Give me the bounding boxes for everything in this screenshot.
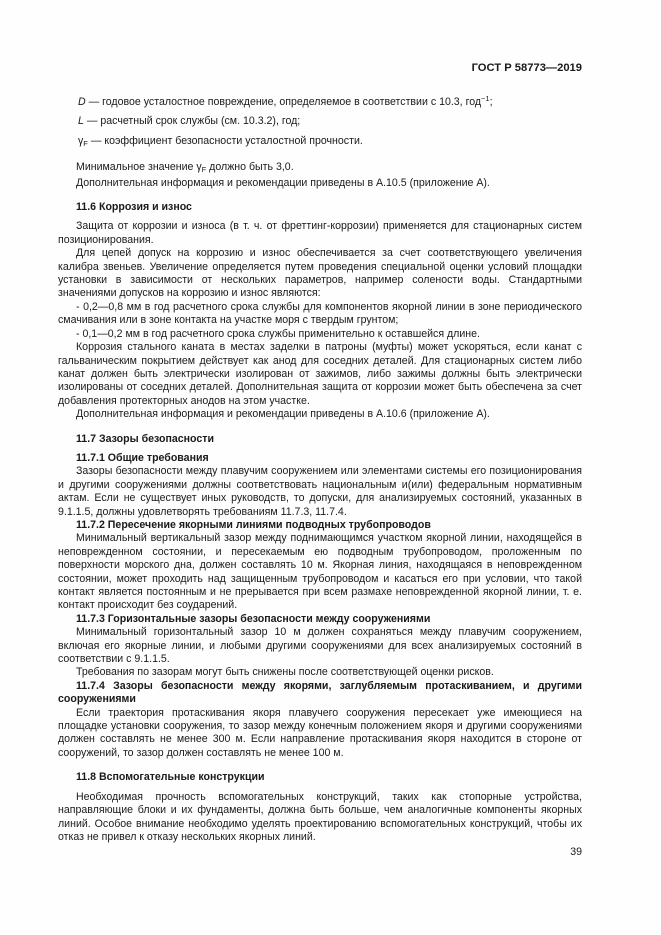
section-11-7-4-title: 11.7.4 Зазоры безопасности между якорями, заглубляемым протаскиванием, и другими сооружениями bbox=[58, 679, 582, 706]
definition-gamma: $\gamma_F$ — коэффициент безопасности усталостной прочности. bbox=[78, 134, 363, 148]
section-11-7-4-text: Если траектория протаскивания якоря плавучего сооружения пересекает уже имеющиеся на площадке установки сооружения, то зазор между конечным положением якоря и другими сооружениями должен составлять не менее 300 м. Если направление протаскивания якоря находится в стороне от сооружений, то зазор должен составлять не менее 100 м. bbox=[58, 706, 582, 759]
list-item: - 0,1—0,2 мм в год расчетного срока службы применительно к оставшейся длине. bbox=[76, 327, 480, 340]
section-11-7-3-note: Требования по зазорам могут быть снижены после соответствующей оценки рисков. bbox=[76, 666, 494, 679]
section-11-6-p1: Защита от коррозии и износа (в т. ч. от фреттинг-коррозии) применяется для стационарных систем позиционирования. bbox=[58, 220, 582, 246]
section-11-7-3-title: 11.7.3 Горизонтальные зазоры безопасности между сооружениями bbox=[76, 612, 431, 625]
section-11-6-title: 11.6 Коррозия и износ bbox=[76, 201, 192, 214]
section-11-6-p2: Для цепей допуск на коррозию и износ обеспечивается за счет соответствующего увеличения калибра звеньев. Увеличение определяется путем проведения специальной оценки условий площадки установки в зависимости от нескольких параметров, например солености воды. Стандартными значениями допусков на коррозию и износ являются: bbox=[58, 247, 582, 300]
page-content bbox=[58, 92, 582, 844]
section-11-6-p3: Коррозия стального каната в местах заделки в патроны (муфты) может ускоряться, если канат с гальваническим покрытием действует как анод для соседних деталей. Для стационарных систем либо канат должен быть электрически изолирован от зажимов, либо зажимы должны быть электрически изолированы от соседних деталей. Дополнительная защита от коррозии может быть обеспечена за счет добавления протекторных анодов на этом участке. bbox=[58, 341, 582, 407]
symbol-l: L bbox=[78, 115, 84, 128]
min-value-text: Минимальное значение $\gamma_F$ должно быть 3,0. bbox=[76, 161, 294, 175]
page-number: 39 bbox=[570, 846, 582, 858]
section-11-7-title: 11.7 Зазоры безопасности bbox=[76, 432, 214, 445]
section-11-7-2-text: Минимальный вертикальный зазор между поднимающимся участком якорной линии, находящейся в неповрежденном состоянии, и пересекаемым ею подводным трубопроводом, проложенным по поверхности морского дна, должен составлять 10 м. Якорная линия, находящаяся в неповрежденном состоянии, может проходить над защищенным трубопроводом и касаться его при условии, что такой контакт является постоянным и не прерывается при всем размахе неповрежденной якорной линии, т. е. контакт происходит без соударений. bbox=[58, 532, 582, 612]
document-header-id: ГОСТ Р 58773—2019 bbox=[471, 62, 582, 74]
section-11-7-1-title: 11.7.1 Общие требования bbox=[76, 451, 209, 464]
info-a105: Дополнительная информация и рекомендации приведены в А.10.5 (приложение А). bbox=[76, 176, 490, 189]
section-11-6-p4: Дополнительная информация и рекомендации приведены в А.10.6 (приложение А). bbox=[76, 408, 490, 421]
definition-d: D — годовое усталостное повреждение, определяемое в соответствии с 10.3, год$^{-1}$; bbox=[78, 94, 493, 108]
section-11-7-1-text: Зазоры безопасности между плавучим сооружением или элементами системы его позиционирования и другими сооружениями должны соответствовать национальным и(или) федеральным нормативным актам. Если не существует иных руководств, то допуски, для анализируемых состояний, указанных в 9.1.1.5, должны удовлетворять требованиям 11.7.3, 11.7.4. bbox=[58, 465, 582, 518]
section-11-8-p1: Необходимая прочность вспомогательных конструкций, таких как стопорные устройства, направляющие блоки и их фундаменты, должна быть больше, чем аналогичные компоненты якорных линий. Особое внимание необходимо уделять проектированию вспомогательных конструкций, чтобы их отказ не привел к отказу нескольких якорных линий. bbox=[58, 790, 582, 843]
symbol-gamma: γ bbox=[78, 134, 84, 147]
section-11-7-2-title: 11.7.2 Пересечение якорными линиями подводных трубопроводов bbox=[76, 518, 431, 531]
section-11-8-title: 11.8 Вспомогательные конструкции bbox=[76, 771, 265, 784]
list-item: - 0,2—0,8 мм в год расчетного срока службы для компонентов якорной линии в зоне периодического смачивания или в зоне контакта на участке моря с твердым грунтом; bbox=[58, 300, 582, 327]
definition-l: L — расчетный срок службы (см. 10.3.2), год; bbox=[78, 115, 301, 128]
symbol-d: D bbox=[78, 96, 86, 108]
section-11-7-3-text: Минимальный горизонтальный зазор 10 м должен сохраняться между плавучим сооружением, включая его якорные линии, и любыми другими сооружениями для всех анализируемых состояний в соответствии с 9.1.1.5. bbox=[58, 626, 582, 666]
